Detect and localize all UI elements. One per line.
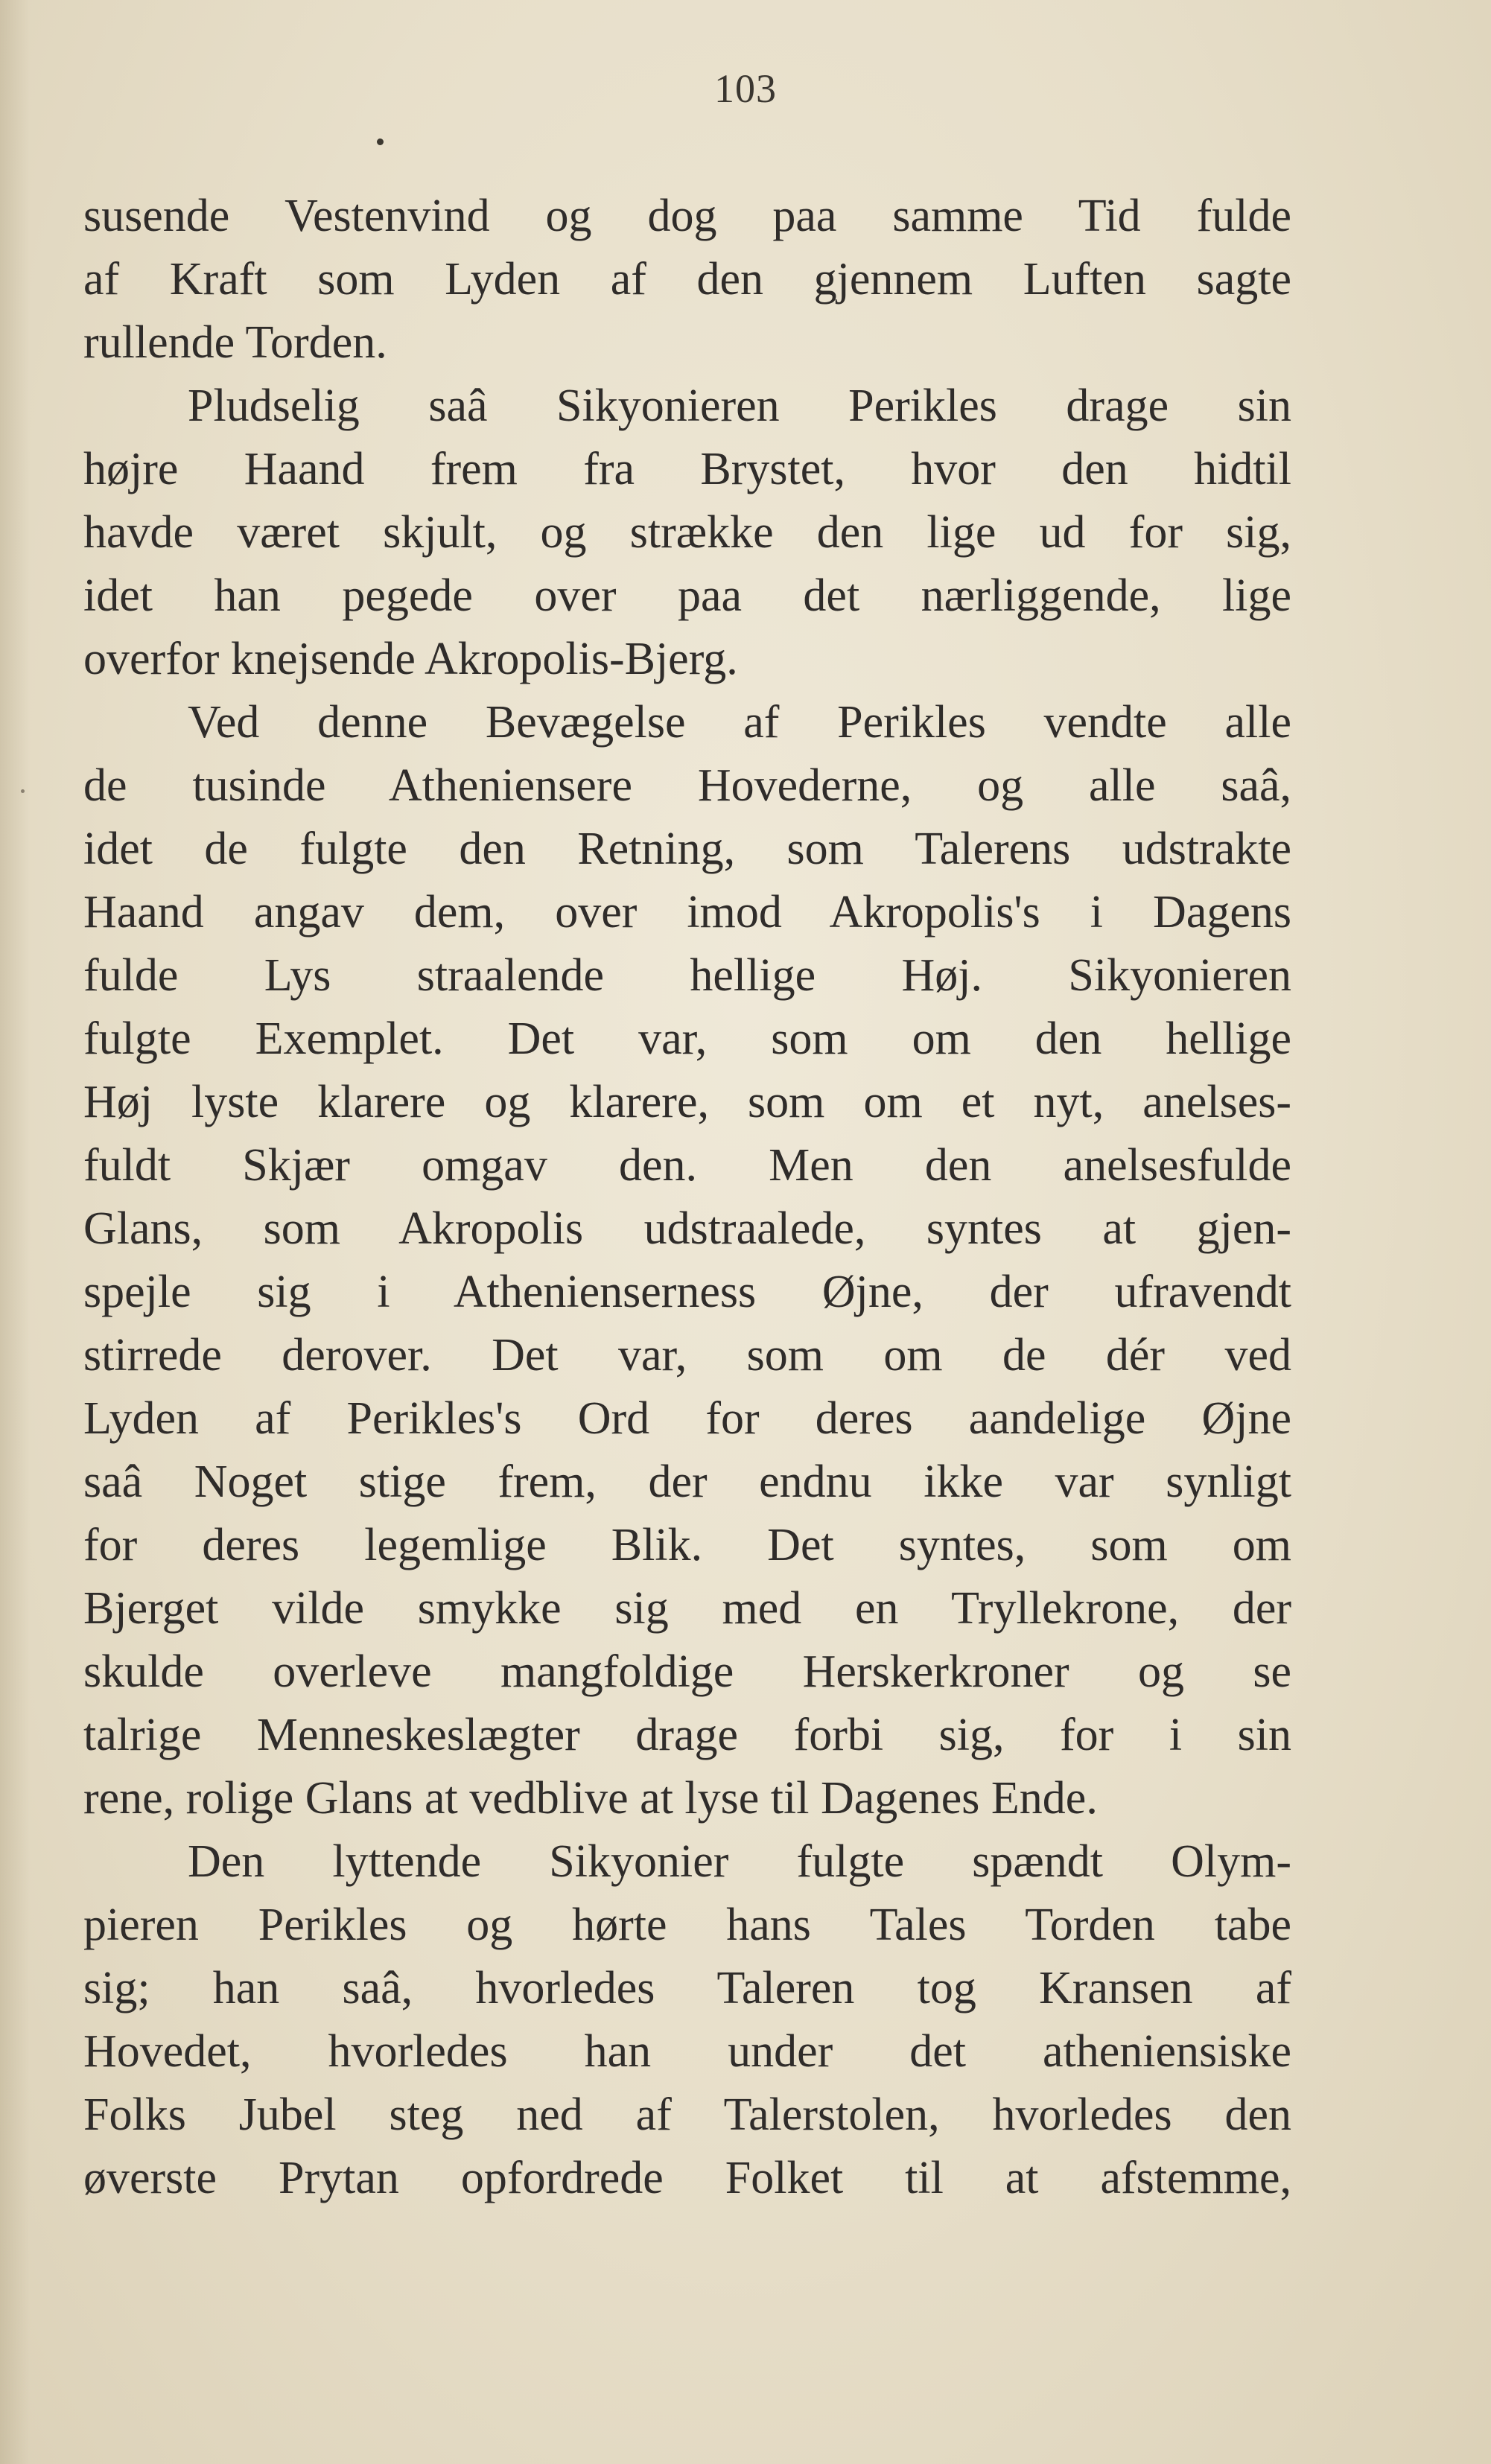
text-line: Høj lyste klarere og klarere, som om et nyt, anelses-: [83, 1077, 1291, 1127]
text-line: idet de fulgte den Retning, som Talerens udstrakte: [83, 824, 1291, 874]
text-line: rullende Torden.: [83, 317, 387, 368]
text-line: overfor knejsende Akropolis-Bjerg.: [83, 634, 738, 684]
text-line: Ved denne Bevægelse af Perikles vendte alle: [188, 697, 1291, 748]
text-line: susende Vestenvind og dog paa samme Tid fulde: [83, 191, 1291, 241]
page-edge-shadow: [0, 0, 30, 2464]
text-line: af Kraft som Lyden af den gjennem Luften sagte: [83, 254, 1291, 305]
text-line: Den lyttende Sikyonier fulgte spændt Olym-: [188, 1836, 1291, 1887]
text-line: Lyden af Perikles's Ord for deres aandelige Øjne: [83, 1393, 1291, 1444]
text-line: fuldt Skjær omgav den. Men den anelsesfulde: [83, 1140, 1291, 1191]
text-line: idet han pegede over paa det nærliggende, lige: [83, 570, 1291, 621]
text-line: Pludselig saâ Sikyonieren Perikles drage sin: [188, 381, 1291, 431]
text-line: Folks Jubel steg ned af Talerstolen, hvorledes den: [83, 2089, 1291, 2140]
text-line: talrige Menneskeslægter drage forbi sig, for i sin: [83, 1710, 1291, 1760]
text-line: Hovedet, hvorledes han under det atheniensiske: [83, 2026, 1291, 2077]
text-line: skulde overleve mangfoldige Herskerkroner og se: [83, 1646, 1291, 1697]
text-line: Bjerget vilde smykke sig med en Tryllekrone, der: [83, 1583, 1291, 1634]
text-line: fulde Lys straalende hellige Høj. Sikyonieren: [83, 950, 1291, 1001]
page-number: 103: [714, 66, 777, 111]
text-line: saâ Noget stige frem, der endnu ikke var synligt: [83, 1457, 1291, 1507]
text-line: højre Haand frem fra Brystet, hvor den hidtil: [83, 444, 1291, 494]
ink-speck: [377, 139, 384, 145]
text-line: stirrede derover. Det var, som om de dér ved: [83, 1330, 1291, 1381]
text-line: fulgte Exemplet. Det var, som om den hellige: [83, 1013, 1291, 1064]
text-line: Glans, som Akropolis udstraalede, syntes at gjen-: [83, 1203, 1291, 1254]
body-text: [83, 185, 1291, 2210]
text-line: rene, rolige Glans at vedblive at lyse til Dagenes Ende.: [83, 1773, 1098, 1824]
text-line: sig; han saâ, hvorledes Taleren tog Kransen af: [83, 1963, 1291, 2013]
text-line: de tusinde Atheniensere Hovederne, og alle saâ,: [83, 760, 1291, 811]
text-line: Haand angav dem, over imod Akropolis's i Dagens: [83, 887, 1291, 937]
text-line: for deres legemlige Blik. Det syntes, som om: [83, 1520, 1291, 1570]
text-line: havde været skjult, og strække den lige ud for sig,: [83, 507, 1291, 558]
ink-speck: [21, 789, 25, 793]
text-line: øverste Prytan opfordrede Folket til at afstemme,: [83, 2153, 1291, 2203]
text-line: spejle sig i Athenienserness Øjne, der ufravendt: [83, 1267, 1291, 1317]
text-line: pieren Perikles og hørte hans Tales Torden tabe: [83, 1900, 1291, 1950]
